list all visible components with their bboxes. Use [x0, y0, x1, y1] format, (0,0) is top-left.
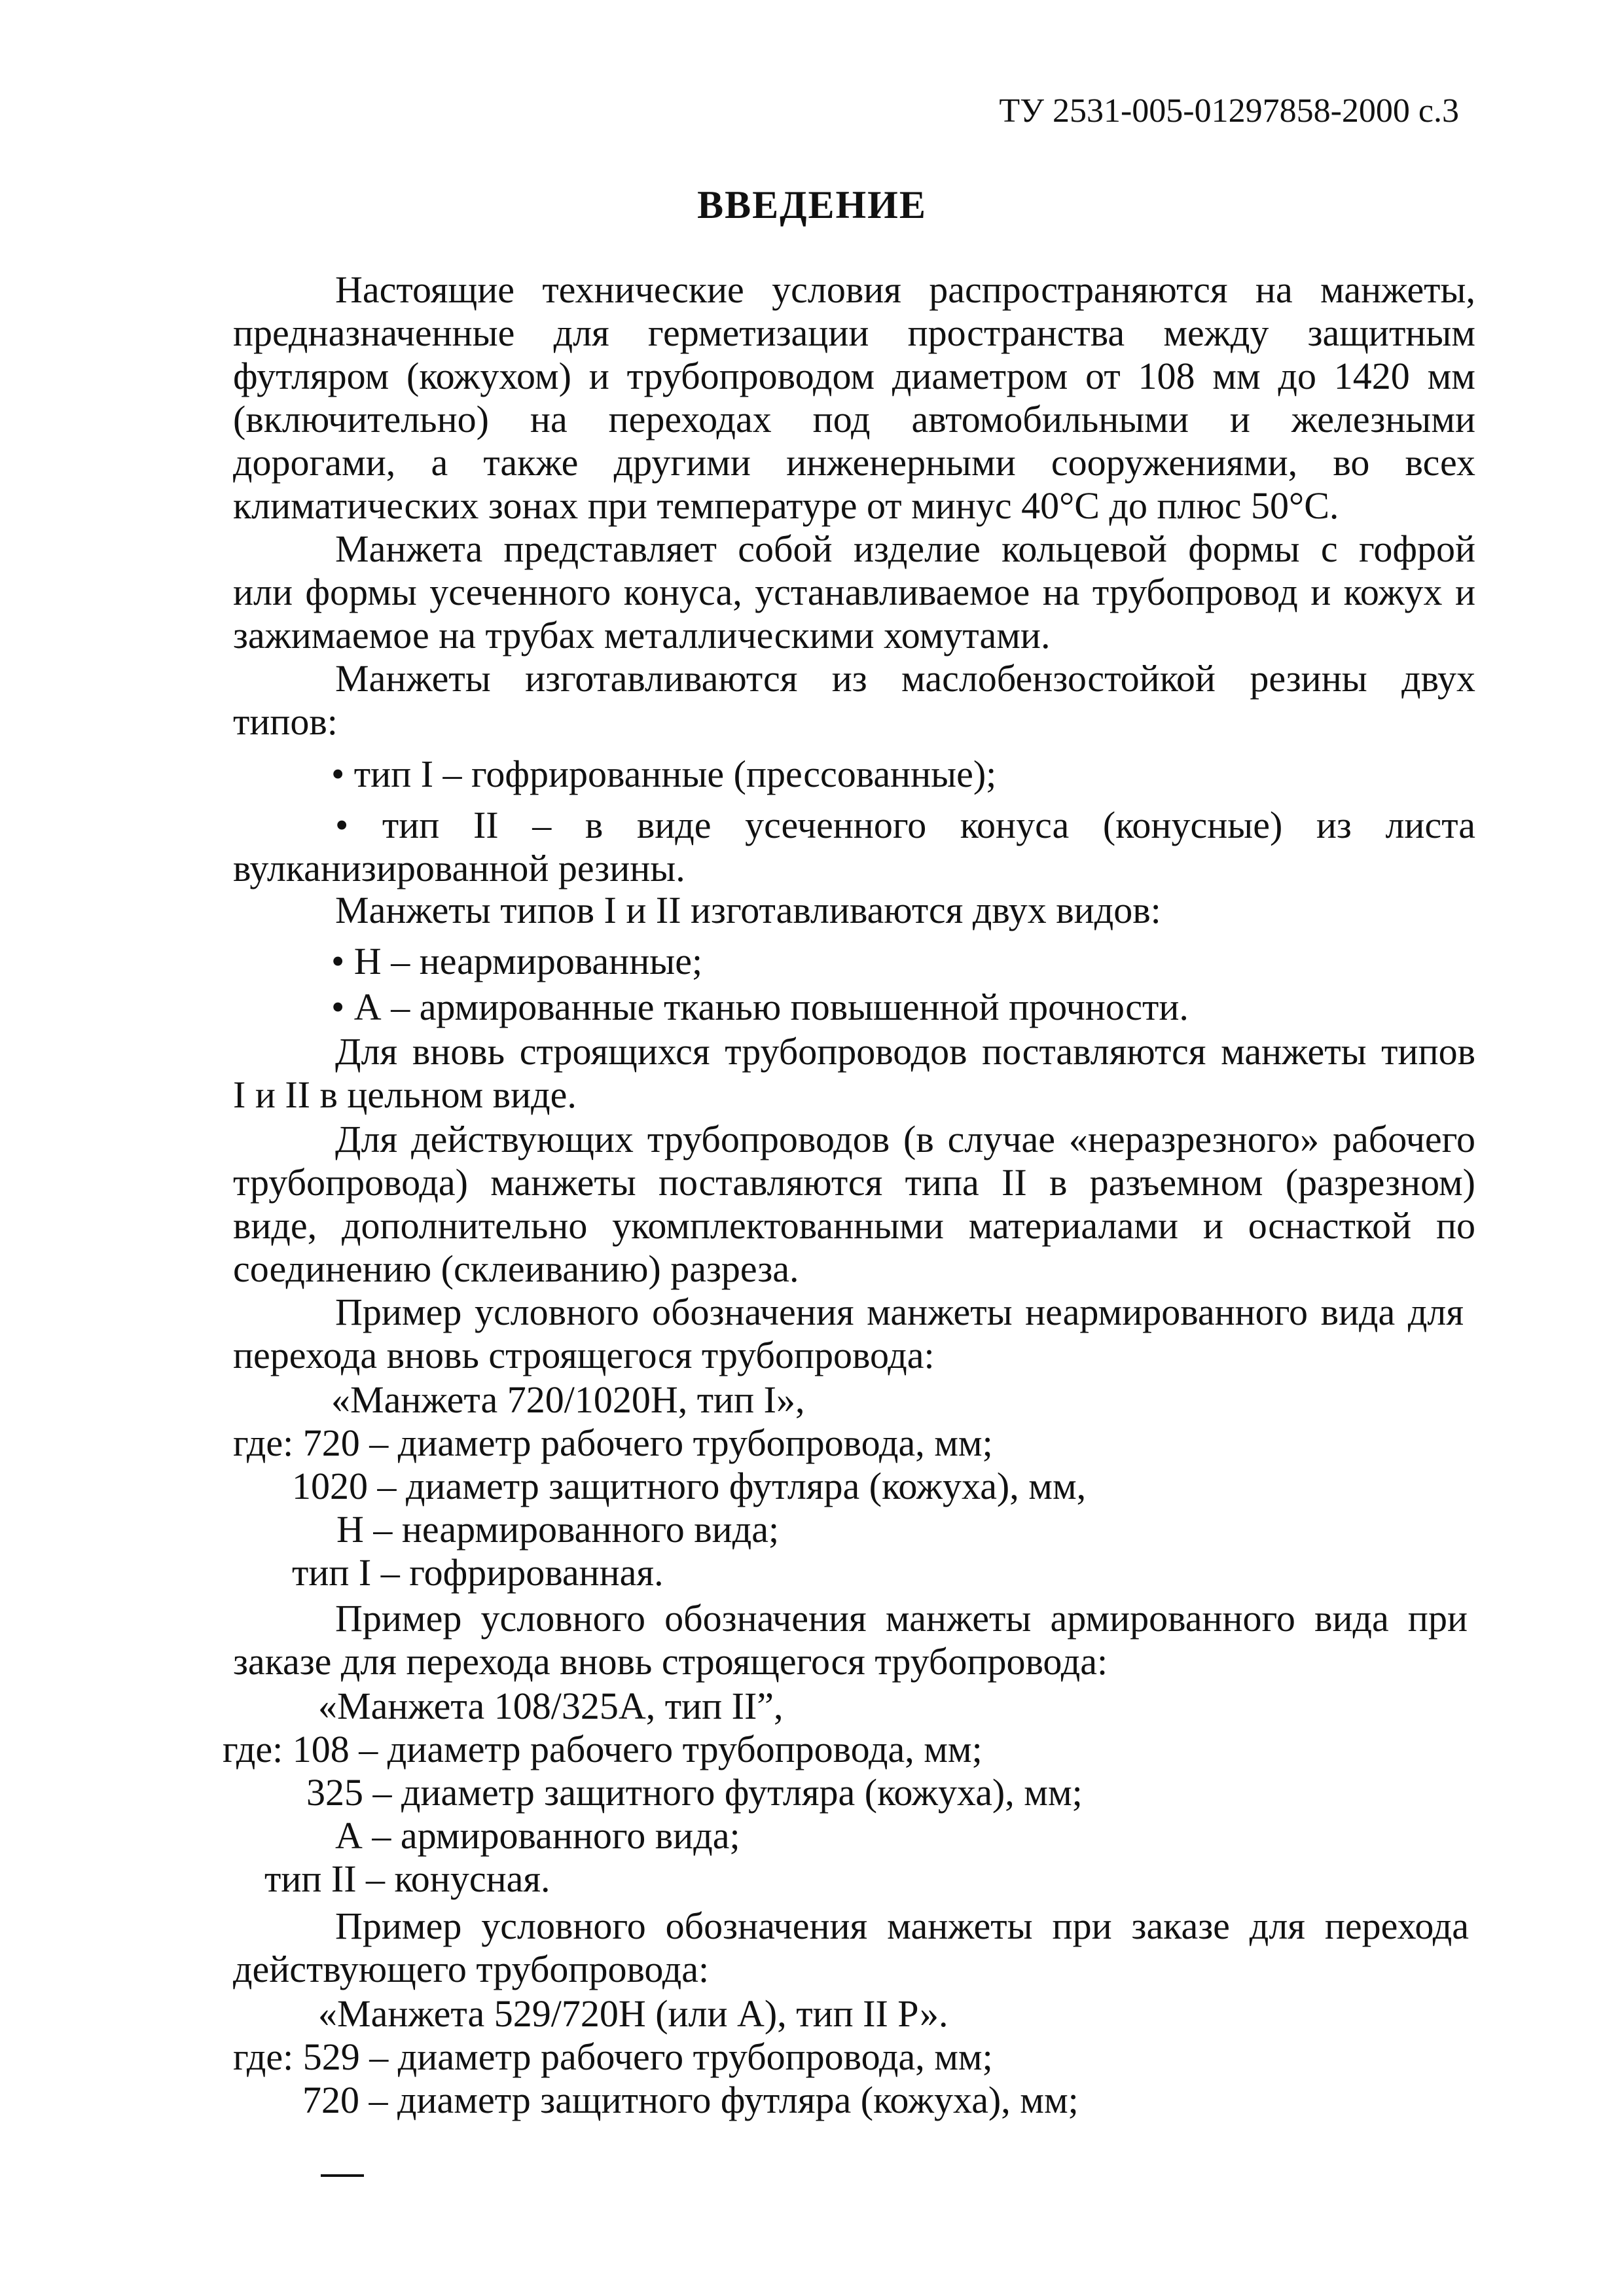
example-1-where-line: где: 720 – диаметр рабочего трубопровода, мм;: [233, 1422, 993, 1464]
example-3-designation: «Манжета 529/720Н (или А), тип II Р».: [318, 1992, 948, 2035]
cuff-description-paragraph: [233, 528, 1475, 657]
type-1-item: • тип I – гофрированные (прессованные);: [331, 753, 997, 795]
text-line: Пример условного обозначения манжеты армированного вида при: [335, 1597, 1468, 1640]
example-1-paragraph: [233, 1291, 1464, 1377]
text-line: вулканизированной резины.: [233, 847, 685, 889]
kind-a-item: • А – армированные тканью повышенной прочности.: [331, 986, 1189, 1028]
example-3-paragraph: [233, 1905, 1469, 1991]
kind-h-item: • Н – неармированные;: [331, 940, 703, 982]
text-line: заказе для перехода вновь строящегося трубопровода:: [233, 1640, 1108, 1683]
example-2-where-line: 325 – диаметр защитного футляра (кожуха), мм;: [306, 1771, 1083, 1814]
example-2-where-line: А – армированного вида;: [335, 1814, 740, 1857]
text-line: Для действующих трубопроводов (в случае «неразрезного» рабочего: [335, 1118, 1475, 1160]
text-line: предназначенные для герметизации пространства между защитным: [233, 312, 1475, 354]
text-line: или формы усеченного конуса, устанавливаемое на трубопровод и кожух и: [233, 571, 1475, 613]
text-line: Пример условного обозначения манжеты неармированного вида для: [335, 1291, 1464, 1333]
section-title: ВВЕДЕНИЕ: [697, 183, 927, 226]
existing-pipelines-paragraph: [233, 1118, 1475, 1291]
text-line: (включительно) на переходах под автомобильными и железными: [233, 398, 1475, 440]
text-line: перехода вновь строящегося трубопровода:: [233, 1334, 935, 1376]
text-line: Манжеты изготавливаются из маслобензостойкой резины двух: [335, 657, 1475, 700]
example-1-designation: «Манжета 720/1020Н, тип I»,: [331, 1378, 805, 1421]
text-line: • тип II – в виде усеченного конуса (конусные) из листа: [335, 804, 1475, 846]
text-line: типов:: [233, 700, 338, 743]
new-pipelines-paragraph: [233, 1030, 1475, 1117]
text-line: Для вновь строящихся трубопроводов поставляются манжеты типов: [335, 1030, 1475, 1073]
text-line: действующего трубопровода:: [233, 1948, 710, 1990]
example-3-where-line: где: 529 – диаметр рабочего трубопровода, мм;: [233, 2036, 993, 2078]
text-line: климатических зонах при температуре от минус 40°С до плюс 50°С.: [233, 484, 1339, 527]
text-line: соединению (склеиванию) разреза.: [233, 1247, 799, 1290]
text-line: Манжета представляет собой изделие кольцевой формы с гофрой: [335, 528, 1475, 570]
example-2-paragraph: [233, 1597, 1468, 1683]
text-line: виде, дополнительно укомплектованными материалами и оснасткой по: [233, 1204, 1475, 1247]
kinds-intro: Манжеты типов I и II изготавливаются двух видов:: [335, 889, 1161, 931]
example-1-where-line: Н – неармированного вида;: [336, 1508, 780, 1551]
type-2-item: [233, 804, 1475, 890]
example-1-where-line: 1020 – диаметр защитного футляра (кожуха), мм,: [292, 1465, 1087, 1507]
example-2-where-line: где: 108 – диаметр рабочего трубопровода, мм;: [223, 1728, 983, 1770]
document-code-header: ТУ 2531-005-01297858-2000 с.3: [999, 92, 1459, 130]
types-intro-paragraph: [233, 657, 1475, 744]
example-1-where-line: тип I – гофрированная.: [292, 1551, 664, 1594]
text-line: Настоящие технические условия распространяются на манжеты,: [335, 268, 1475, 311]
example-2-designation: «Манжета 108/325А, тип II”,: [318, 1685, 784, 1727]
example-3-where-line: 720 – диаметр защитного футляра (кожуха), мм;: [302, 2079, 1079, 2121]
page-end-dash: [321, 2174, 364, 2177]
text-line: I и II в цельном виде.: [233, 1073, 577, 1116]
intro-paragraph: [233, 268, 1475, 528]
text-line: трубопровода) манжеты поставляются типа II в разъемном (разрезном): [233, 1161, 1475, 1204]
text-line: футляром (кожухом) и трубопроводом диаметром от 108 мм до 1420 мм: [233, 355, 1475, 397]
text-line: зажимаемое на трубах металлическими хомутами.: [233, 614, 1051, 656]
text-line: Пример условного обозначения манжеты при заказе для перехода: [335, 1905, 1469, 1947]
example-2-where-line: тип II – конусная.: [264, 1857, 550, 1900]
text-line: дорогами, а также другими инженерными сооружениями, во всех: [233, 441, 1475, 484]
